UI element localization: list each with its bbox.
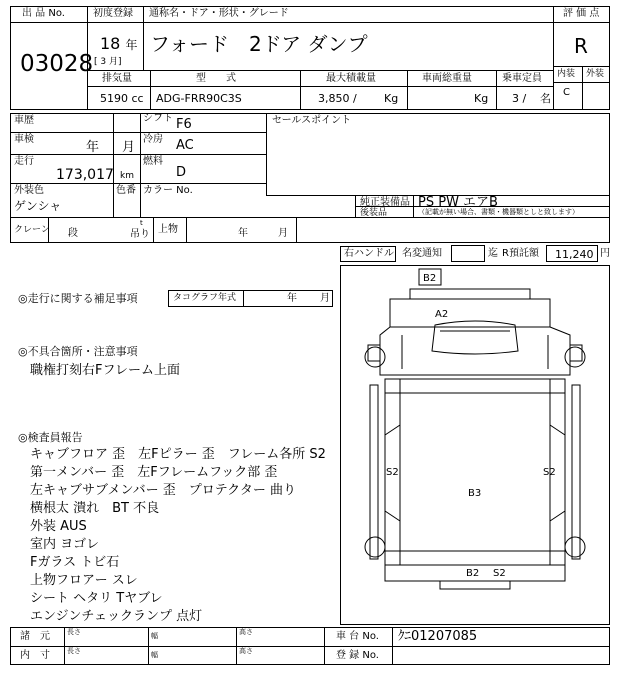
capacity-unit: 名 — [540, 92, 551, 105]
exterior-grade-label: 外装 — [586, 69, 605, 79]
report-line: 上物フロアー スレ — [30, 573, 138, 588]
fuel-label: 燃料 — [143, 156, 163, 167]
length-label: 長さ — [67, 647, 81, 655]
crane-lift: t — [140, 219, 143, 227]
option-value: PS PW エアB — [418, 195, 498, 210]
crane-lift-unit: 吊り — [130, 229, 150, 240]
report-line: 第一メンバー 歪 左Fフレームフック部 歪 — [30, 465, 278, 480]
report-line: エンジンチェックランプ 点灯 — [30, 609, 203, 624]
car-name: フォード 2ドア ダンプ — [150, 32, 368, 56]
report-line: シート ヘタリ Tヤブレ — [30, 591, 163, 606]
name-change-label: 名変通知 — [402, 248, 442, 259]
capacity-label: 乗車定員 — [502, 73, 542, 84]
damage-mark: B2 — [423, 273, 437, 284]
gross-weight-unit: Kg — [474, 92, 489, 105]
interior-grade: C — [563, 87, 570, 98]
report-line: Fガラス トビ石 — [30, 555, 120, 570]
damage-mark: S2 — [543, 467, 556, 478]
aftermarket-note: （記載が無い場合、書類・機器類としと致します） — [418, 208, 579, 216]
lot-no: 03028 — [20, 51, 94, 77]
upper-month: 月 — [278, 228, 288, 239]
damage-mark: B3 — [468, 488, 482, 499]
chassis-no: ｸﾆ01207085 — [398, 629, 478, 644]
truck-damage-diagram — [340, 265, 610, 625]
height-label: 高さ — [239, 647, 253, 655]
aftermarket-label: 後装品 — [360, 208, 388, 218]
report-line: キャブフロア 歪 左Fピラー 歪 フレーム各所 S2 — [30, 447, 326, 462]
damage-mark: A2 — [435, 309, 449, 320]
color-no-value: カラー No. — [143, 185, 193, 196]
grade-label: 評 価 点 — [563, 8, 600, 19]
model-label: 通称名・ドア・形状・グレード — [149, 8, 289, 19]
tacho-month: 月 — [320, 293, 330, 304]
aircon-label: 冷房 — [143, 134, 163, 145]
model-code: ADG-FRR90C3S — [156, 92, 242, 105]
max-load-unit: Kg — [384, 92, 399, 105]
height-label: 高さ — [239, 628, 253, 636]
damage-mark: B2 — [466, 568, 480, 579]
damage-mark: S2 — [386, 467, 399, 478]
first-reg-month: [ 3 月] — [94, 57, 122, 67]
capacity: 3 / — [512, 92, 527, 105]
tacho-label: タコグラフ年式 — [173, 293, 237, 303]
defect-line: 職権打刻右Fフレーム上面 — [30, 363, 180, 378]
upper-year: 年 — [238, 228, 248, 239]
r-deposit-label: R預託額 — [502, 248, 539, 259]
option-label: 純正装備品 — [360, 197, 410, 208]
name-change-box — [451, 245, 485, 262]
tacho-year: 年 — [287, 293, 297, 304]
width-label: 幅 — [151, 632, 158, 640]
grade-value: R — [574, 34, 588, 58]
mileage-label: 走行 — [14, 156, 34, 167]
chassis-label: 車 台 No. — [336, 631, 379, 642]
mileage-unit: km — [120, 171, 134, 181]
mileage-value: 173,017 — [56, 167, 114, 183]
deadline-label: 迄 — [488, 248, 498, 259]
dim-label: 諸 元 — [20, 631, 50, 642]
defect-title: ◎不具合箇所・注意事項 — [18, 345, 138, 358]
inspection-label: 車検 — [14, 134, 34, 145]
max-load: 3,850 / — [318, 92, 357, 105]
gross-weight-label: 車両総重量 — [422, 73, 472, 84]
first-reg-label: 初度登録 — [93, 8, 133, 19]
interior-dim-label: 内 寸 — [20, 650, 50, 661]
inspection-month: 月 — [122, 140, 136, 155]
fuel-value: D — [176, 165, 187, 180]
r-deposit-unit: 円 — [600, 248, 610, 259]
max-load-label: 最大積載量 — [326, 73, 376, 84]
sales-point-label: セールスポイント — [272, 115, 352, 126]
shift-value: F6 — [176, 117, 192, 132]
history-label: 車歴 — [14, 115, 34, 126]
color-value: ゲンシャ — [14, 199, 62, 213]
color-no-label: 色番 — [116, 185, 136, 196]
inspector-title: ◎検査員報告 — [18, 431, 83, 444]
damage-mark: S2 — [493, 568, 506, 579]
shift-label: シフト — [143, 113, 173, 124]
reg-label: 登 録 No. — [336, 650, 379, 661]
displacement-label: 排気量 — [102, 73, 132, 84]
report-line: 室内 ヨゴレ — [30, 537, 100, 552]
color-label: 外装色 — [14, 185, 44, 196]
upper-label: 上物 — [158, 224, 178, 235]
crane-label: クレーン — [14, 225, 50, 235]
lot-no-label: 出 品 No. — [22, 8, 65, 19]
crane-step: 段 — [68, 228, 78, 239]
report-line: 外装 AUS — [30, 519, 87, 534]
aircon-value: AC — [176, 138, 194, 153]
length-label: 長さ — [67, 628, 81, 636]
report-line: 左キャブサブメンバー 歪 プロテクター 曲り — [30, 483, 297, 498]
r-deposit-value: 11,240 — [555, 248, 594, 261]
handle-value: 右ハンドル — [344, 248, 394, 259]
width-label: 幅 — [151, 651, 158, 659]
run-notes-title: ◎走行に関する補足事項 — [18, 292, 138, 305]
model-code-label: 型 式 — [196, 73, 236, 84]
first-reg-year: 18 年 — [100, 34, 138, 53]
interior-grade-label: 内装 — [557, 69, 576, 79]
report-line: 横根太 潰れ BT 不良 — [30, 501, 160, 516]
displacement: 5190 cc — [100, 92, 144, 105]
inspection-year: 年 — [86, 140, 100, 155]
